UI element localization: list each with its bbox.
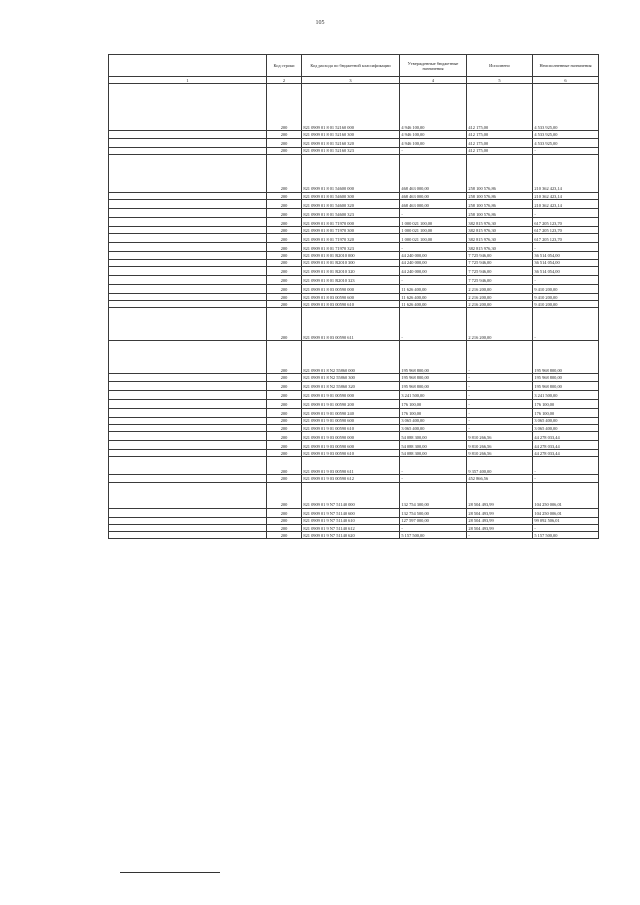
row-approved-amount: 54 088 300,00 <box>400 441 467 450</box>
table-row <box>109 374 599 381</box>
table-row <box>109 147 599 154</box>
row-unexecuted-amount: 210 362 423,14 <box>533 200 599 209</box>
table-row <box>109 517 599 524</box>
table-row <box>109 284 599 293</box>
row-name <box>109 147 267 154</box>
table-row <box>109 341 599 374</box>
table-row <box>109 301 599 308</box>
row-line-code: 200 <box>267 131 302 138</box>
header-number-row <box>109 77 599 84</box>
row-unexecuted-amount: - <box>533 308 599 341</box>
row-line-code: 200 <box>267 508 302 517</box>
row-approved-amount: 5 157 500,00 <box>400 532 467 539</box>
row-line-code: 200 <box>267 308 302 341</box>
row-executed-amount: - <box>467 390 533 399</box>
table-row <box>109 424 599 431</box>
row-executed-amount: 258 100 576,86 <box>467 154 533 192</box>
table-row <box>109 227 599 234</box>
table-row <box>109 275 599 284</box>
row-executed-amount: 412 175,00 <box>467 138 533 147</box>
row-name <box>109 234 267 243</box>
row-unexecuted-amount: 210 362 423,14 <box>533 192 599 199</box>
row-name <box>109 301 267 308</box>
row-unexecuted-amount: 4 533 925,00 <box>533 131 599 138</box>
row-line-code: 200 <box>267 457 302 475</box>
table-row <box>109 131 599 138</box>
table-row <box>109 508 599 517</box>
row-classification-code: 821 0909 01 8 03 00590 000 <box>302 284 400 293</box>
table-row <box>109 308 599 341</box>
row-name <box>109 341 267 374</box>
row-executed-amount: 412 175,00 <box>467 147 533 154</box>
row-executed-amount: 382 815 976,30 <box>467 227 533 234</box>
table-row <box>109 432 599 441</box>
table-row <box>109 293 599 300</box>
row-executed-amount: 258 100 576,86 <box>467 192 533 199</box>
row-line-code: 200 <box>267 441 302 450</box>
row-approved-amount: - <box>400 243 467 252</box>
row-approved-amount: - <box>400 457 467 475</box>
row-executed-amount: 7 725 946,00 <box>467 266 533 275</box>
row-name <box>109 450 267 457</box>
row-executed-amount: 9 810 266,56 <box>467 450 533 457</box>
row-name <box>109 192 267 199</box>
table-row <box>109 524 599 531</box>
row-unexecuted-amount: 36 514 054,00 <box>533 252 599 259</box>
row-classification-code: 821 0909 01 9 N7 51140 600 <box>302 508 400 517</box>
row-classification-code: 821 0909 01 8 01 54600 300 <box>302 192 400 199</box>
row-unexecuted-amount: 5 157 500,00 <box>533 532 599 539</box>
row-name <box>109 399 267 408</box>
row-name <box>109 138 267 147</box>
row-approved-amount: 1 000 021 100,00 <box>400 227 467 234</box>
header-classification-code: Код расхода по бюджетной классификации <box>302 55 400 77</box>
row-classification-code: 821 0909 01 9 03 00590 610 <box>302 450 400 457</box>
row-executed-amount: 9 357 400,00 <box>467 457 533 475</box>
row-executed-amount: 28 504 493,99 <box>467 517 533 524</box>
row-unexecuted-amount: - <box>533 457 599 475</box>
table-row <box>109 192 599 199</box>
row-classification-code: 821 0909 01 8 03 00590 610 <box>302 301 400 308</box>
row-executed-amount: 412 175,00 <box>467 131 533 138</box>
row-approved-amount: 176 100,00 <box>400 399 467 408</box>
row-approved-amount: - <box>400 275 467 284</box>
row-classification-code: 821 0909 01 8 01 52160 320 <box>302 138 400 147</box>
row-unexecuted-amount: 36 514 054,00 <box>533 259 599 266</box>
row-line-code: 200 <box>267 243 302 252</box>
row-line-code: 200 <box>267 408 302 417</box>
row-unexecuted-amount: 3 241 500,00 <box>533 390 599 399</box>
row-executed-amount: - <box>467 424 533 431</box>
row-unexecuted-amount: 195 968 800,00 <box>533 374 599 381</box>
row-line-code: 200 <box>267 517 302 524</box>
table-row <box>109 266 599 275</box>
table-row <box>109 259 599 266</box>
row-name <box>109 482 267 508</box>
row-executed-amount: - <box>467 341 533 374</box>
row-line-code: 200 <box>267 475 302 482</box>
row-unexecuted-amount: 195 968 800,00 <box>533 381 599 390</box>
row-line-code: 200 <box>267 266 302 275</box>
row-line-code: 200 <box>267 293 302 300</box>
row-name <box>109 252 267 259</box>
row-executed-amount: 9 810 266,56 <box>467 432 533 441</box>
row-classification-code: 821 0909 01 8 01 R2010 300 <box>302 259 400 266</box>
table-row <box>109 408 599 417</box>
row-line-code: 200 <box>267 209 302 218</box>
row-classification-code: 821 0909 01 9 01 00590 600 <box>302 417 400 424</box>
signature-line <box>120 872 220 873</box>
row-approved-amount: 176 100,00 <box>400 408 467 417</box>
table-row <box>109 252 599 259</box>
row-line-code: 200 <box>267 432 302 441</box>
row-line-code: 200 <box>267 227 302 234</box>
row-executed-amount: - <box>467 399 533 408</box>
header-executed: Исполнено <box>467 55 533 77</box>
row-classification-code: 821 0909 01 8 01 52160 300 <box>302 131 400 138</box>
row-approved-amount: 4 946 100,00 <box>400 84 467 131</box>
table-body <box>109 84 599 539</box>
row-name <box>109 441 267 450</box>
row-line-code: 200 <box>267 424 302 431</box>
row-line-code: 200 <box>267 192 302 199</box>
row-classification-code: 821 0909 01 8 N2 55860 000 <box>302 341 400 374</box>
row-name <box>109 131 267 138</box>
row-executed-amount: - <box>467 532 533 539</box>
row-approved-amount: 3 065 400,00 <box>400 417 467 424</box>
row-approved-amount: 44 240 000,00 <box>400 259 467 266</box>
row-line-code: 200 <box>267 154 302 192</box>
row-executed-amount: 2 216 200,00 <box>467 284 533 293</box>
row-line-code: 200 <box>267 84 302 131</box>
row-executed-amount: 412 175,00 <box>467 84 533 131</box>
row-approved-amount: - <box>400 209 467 218</box>
row-name <box>109 209 267 218</box>
row-approved-amount: 4 946 100,00 <box>400 131 467 138</box>
row-approved-amount: 468 463 000,00 <box>400 200 467 209</box>
row-unexecuted-amount: 44 278 033,44 <box>533 432 599 441</box>
row-approved-amount: 195 968 800,00 <box>400 374 467 381</box>
row-classification-code: 821 0909 01 8 01 54600 323 <box>302 209 400 218</box>
row-name <box>109 84 267 131</box>
budget-execution-table <box>108 54 599 539</box>
row-name <box>109 517 267 524</box>
row-classification-code: 821 0909 01 8 03 00590 600 <box>302 293 400 300</box>
row-name <box>109 475 267 482</box>
row-name <box>109 532 267 539</box>
row-classification-code: 821 0909 01 8 01 71970 300 <box>302 227 400 234</box>
row-name <box>109 424 267 431</box>
row-name <box>109 218 267 227</box>
row-approved-amount: 44 240 000,00 <box>400 252 467 259</box>
row-approved-amount: 11 626 400,00 <box>400 301 467 308</box>
row-unexecuted-amount: - <box>533 275 599 284</box>
row-approved-amount: 11 626 400,00 <box>400 293 467 300</box>
row-line-code: 200 <box>267 532 302 539</box>
table-row <box>109 243 599 252</box>
row-name <box>109 432 267 441</box>
row-line-code: 200 <box>267 341 302 374</box>
row-line-code: 200 <box>267 450 302 457</box>
header-number: 2 <box>267 77 302 84</box>
row-name <box>109 381 267 390</box>
row-name <box>109 457 267 475</box>
row-unexecuted-amount: 4 533 925,00 <box>533 84 599 131</box>
row-line-code: 200 <box>267 417 302 424</box>
row-executed-amount: 28 504 493,99 <box>467 482 533 508</box>
header-number: 6 <box>533 77 599 84</box>
row-approved-amount: 44 240 000,00 <box>400 266 467 275</box>
row-executed-amount: 382 815 976,30 <box>467 218 533 227</box>
row-approved-amount: 195 968 800,00 <box>400 341 467 374</box>
row-unexecuted-amount: - <box>533 147 599 154</box>
row-approved-amount: - <box>400 524 467 531</box>
row-approved-amount: 54 088 300,00 <box>400 450 467 457</box>
row-classification-code: 821 0909 01 9 03 00590 611 <box>302 457 400 475</box>
row-name <box>109 374 267 381</box>
row-unexecuted-amount: - <box>533 209 599 218</box>
row-classification-code: 821 0909 01 9 03 00590 612 <box>302 475 400 482</box>
row-name <box>109 243 267 252</box>
row-line-code: 200 <box>267 301 302 308</box>
row-classification-code: 821 0909 01 9 N7 51140 000 <box>302 482 400 508</box>
row-approved-amount: - <box>400 475 467 482</box>
table-row <box>109 390 599 399</box>
row-executed-amount: - <box>467 408 533 417</box>
row-name <box>109 154 267 192</box>
row-executed-amount: 258 100 576,86 <box>467 200 533 209</box>
row-unexecuted-amount: 44 278 033,44 <box>533 450 599 457</box>
row-unexecuted-amount: 3 065 400,00 <box>533 424 599 431</box>
row-approved-amount: 468 463 000,00 <box>400 192 467 199</box>
row-line-code: 200 <box>267 200 302 209</box>
row-unexecuted-amount: - <box>533 475 599 482</box>
table-row <box>109 417 599 424</box>
row-executed-amount: 28 504 493,99 <box>467 524 533 531</box>
table-row <box>109 450 599 457</box>
row-unexecuted-amount: 104 250 006,01 <box>533 508 599 517</box>
row-unexecuted-amount: 104 250 006,01 <box>533 482 599 508</box>
row-classification-code: 821 0909 01 8 01 71970 000 <box>302 218 400 227</box>
row-classification-code: 821 0909 01 8 01 54600 320 <box>302 200 400 209</box>
row-executed-amount: 258 100 576,86 <box>467 209 533 218</box>
row-unexecuted-amount: 176 100,00 <box>533 408 599 417</box>
table-row <box>109 482 599 508</box>
header-number: 5 <box>467 77 533 84</box>
header-number: 1 <box>109 77 267 84</box>
row-line-code: 200 <box>267 390 302 399</box>
row-approved-amount: 468 463 000,00 <box>400 154 467 192</box>
header-row <box>109 55 599 77</box>
row-name <box>109 408 267 417</box>
row-line-code: 200 <box>267 252 302 259</box>
row-classification-code: 821 0909 01 8 N2 55860 320 <box>302 381 400 390</box>
row-name <box>109 390 267 399</box>
row-classification-code: 821 0909 01 8 01 52160 000 <box>302 84 400 131</box>
page-number: 105 <box>315 20 325 26</box>
row-unexecuted-amount: 3 065 400,00 <box>533 417 599 424</box>
row-name <box>109 284 267 293</box>
row-executed-amount: 7 725 946,00 <box>467 252 533 259</box>
row-approved-amount: 4 946 100,00 <box>400 138 467 147</box>
row-line-code: 200 <box>267 138 302 147</box>
row-unexecuted-amount: 617 205 123,70 <box>533 218 599 227</box>
header-name <box>109 55 267 77</box>
row-unexecuted-amount: 195 968 800,00 <box>533 341 599 374</box>
row-classification-code: 821 0909 01 8 01 R2010 320 <box>302 266 400 275</box>
row-line-code: 200 <box>267 284 302 293</box>
row-approved-amount: 132 754 300,00 <box>400 482 467 508</box>
header-number: 3 <box>302 77 400 84</box>
table-row <box>109 441 599 450</box>
row-classification-code: 821 0909 01 9 03 00590 000 <box>302 432 400 441</box>
row-executed-amount: 2 216 200,00 <box>467 301 533 308</box>
row-classification-code: 821 0909 01 8 01 R2010 323 <box>302 275 400 284</box>
row-executed-amount: 9 810 266,56 <box>467 441 533 450</box>
row-line-code: 200 <box>267 399 302 408</box>
row-unexecuted-amount: 36 514 054,00 <box>533 266 599 275</box>
row-classification-code: 821 0909 01 8 01 71970 323 <box>302 243 400 252</box>
row-unexecuted-amount: 617 205 123,70 <box>533 227 599 234</box>
row-approved-amount: 1 000 021 100,00 <box>400 218 467 227</box>
row-unexecuted-amount: 99 092 506,01 <box>533 517 599 524</box>
row-unexecuted-amount: - <box>533 243 599 252</box>
table-row <box>109 154 599 192</box>
row-unexecuted-amount: 9 410 200,00 <box>533 293 599 300</box>
row-classification-code: 821 0909 01 9 N7 51140 620 <box>302 532 400 539</box>
row-unexecuted-amount: 210 362 423,14 <box>533 154 599 192</box>
row-name <box>109 227 267 234</box>
row-unexecuted-amount: 176 100,00 <box>533 399 599 408</box>
row-classification-code: 821 0909 01 8 03 00590 611 <box>302 308 400 341</box>
row-executed-amount: 2 216 200,00 <box>467 293 533 300</box>
row-executed-amount: - <box>467 381 533 390</box>
row-executed-amount: - <box>467 417 533 424</box>
row-approved-amount: 1 000 021 100,00 <box>400 234 467 243</box>
row-executed-amount: 382 815 976,30 <box>467 234 533 243</box>
row-approved-amount: 11 626 400,00 <box>400 284 467 293</box>
table-row <box>109 138 599 147</box>
row-unexecuted-amount: 9 410 200,00 <box>533 284 599 293</box>
table-row <box>109 200 599 209</box>
row-line-code: 200 <box>267 234 302 243</box>
row-approved-amount: 127 597 000,00 <box>400 517 467 524</box>
row-name <box>109 417 267 424</box>
row-approved-amount: 132 754 500,00 <box>400 508 467 517</box>
row-approved-amount: 3 241 500,00 <box>400 390 467 399</box>
row-approved-amount: 54 088 300,00 <box>400 432 467 441</box>
row-classification-code: 821 0909 01 8 01 52160 323 <box>302 147 400 154</box>
row-line-code: 200 <box>267 374 302 381</box>
row-approved-amount: - <box>400 308 467 341</box>
row-line-code: 200 <box>267 259 302 266</box>
row-executed-amount: 382 815 976,30 <box>467 243 533 252</box>
row-name <box>109 275 267 284</box>
row-classification-code: 821 0909 01 9 01 00590 240 <box>302 408 400 417</box>
table-row <box>109 234 599 243</box>
row-classification-code: 821 0909 01 9 N7 51140 612 <box>302 524 400 531</box>
table-row <box>109 209 599 218</box>
row-executed-amount: 28 504 493,99 <box>467 508 533 517</box>
header-number: 4 <box>400 77 467 84</box>
row-classification-code: 821 0909 01 8 01 R2010 000 <box>302 252 400 259</box>
header-approved: Утвержденные бюджетные назначения <box>400 55 467 77</box>
row-executed-amount: 7 725 946,00 <box>467 259 533 266</box>
table-row <box>109 218 599 227</box>
header-line-code: Код строки <box>267 55 302 77</box>
row-executed-amount: 452 866,56 <box>467 475 533 482</box>
row-name <box>109 266 267 275</box>
table-row <box>109 475 599 482</box>
row-classification-code: 821 0909 01 9 01 00590 200 <box>302 399 400 408</box>
row-unexecuted-amount: - <box>533 524 599 531</box>
row-executed-amount: - <box>467 374 533 381</box>
row-classification-code: 821 0909 01 9 01 00590 610 <box>302 424 400 431</box>
row-approved-amount: - <box>400 147 467 154</box>
row-classification-code: 821 0909 01 9 N7 51140 610 <box>302 517 400 524</box>
row-name <box>109 200 267 209</box>
row-classification-code: 821 0909 01 9 01 00590 000 <box>302 390 400 399</box>
row-executed-amount: 2 216 200,00 <box>467 308 533 341</box>
row-name <box>109 293 267 300</box>
row-name <box>109 508 267 517</box>
row-line-code: 200 <box>267 218 302 227</box>
row-name <box>109 308 267 341</box>
row-classification-code: 821 0909 01 8 01 71970 320 <box>302 234 400 243</box>
header-unexecuted: Неисполненные назначения <box>533 55 599 77</box>
row-line-code: 200 <box>267 524 302 531</box>
row-unexecuted-amount: 4 533 925,00 <box>533 138 599 147</box>
row-unexecuted-amount: 9 410 200,00 <box>533 301 599 308</box>
row-unexecuted-amount: 44 278 033,44 <box>533 441 599 450</box>
row-classification-code: 821 0909 01 8 N2 55860 300 <box>302 374 400 381</box>
row-approved-amount: 3 065 400,00 <box>400 424 467 431</box>
row-line-code: 200 <box>267 275 302 284</box>
row-name <box>109 524 267 531</box>
table-row <box>109 457 599 475</box>
row-line-code: 200 <box>267 147 302 154</box>
row-line-code: 200 <box>267 381 302 390</box>
row-classification-code: 821 0909 01 9 03 00590 600 <box>302 441 400 450</box>
row-approved-amount: 195 968 800,00 <box>400 381 467 390</box>
row-executed-amount: 7 725 946,00 <box>467 275 533 284</box>
row-classification-code: 821 0909 01 8 01 54600 000 <box>302 154 400 192</box>
row-line-code: 200 <box>267 482 302 508</box>
row-name <box>109 259 267 266</box>
row-unexecuted-amount: 617 205 123,70 <box>533 234 599 243</box>
table-row <box>109 532 599 539</box>
table-row <box>109 381 599 390</box>
table-row <box>109 399 599 408</box>
table-row <box>109 84 599 131</box>
